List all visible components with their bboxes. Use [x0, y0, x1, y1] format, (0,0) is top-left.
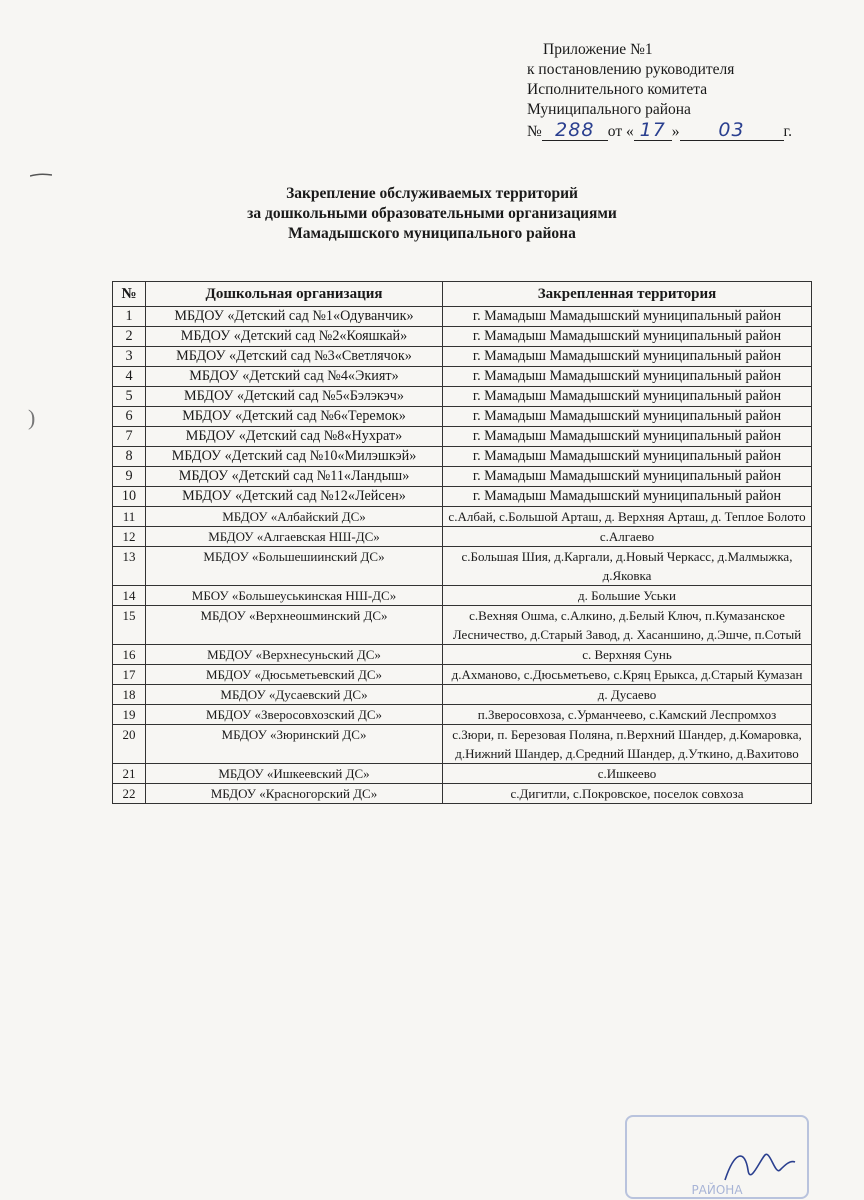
row-organization: МБДОУ «Детский сад №2«Кояшкай» — [146, 327, 443, 347]
row-organization: МБДОУ «Детский сад №10«Милэшкэй» — [146, 447, 443, 467]
row-territory: д.Ахманово, с.Дюсьметьево, с.Кряц Ерыкса, д.Старый Кумазан — [443, 665, 812, 685]
row-number: 21 — [113, 764, 146, 784]
row-number: 19 — [113, 705, 146, 725]
quote-close: » — [671, 123, 680, 140]
row-territory: г. Мамадыш Мамадышский муниципальный район — [443, 307, 812, 327]
table-row — [113, 645, 812, 665]
row-organization: МБДОУ «Большешиинский ДС» — [146, 547, 443, 586]
row-territory: с.Зюри, п. Березовая Поляна, п.Верхний Шандер, д.Комаровка, д.Нижний Шандер, д.Средний Шандер, д.Уткино, д.Вахитово — [443, 725, 812, 764]
appendix-line-3: Исполнительного комитета — [527, 81, 708, 98]
table-body — [113, 307, 812, 804]
row-number: 4 — [113, 367, 146, 387]
row-number: 3 — [113, 347, 146, 367]
table-row — [113, 586, 812, 606]
row-organization: МБДОУ «Детский сад №8«Нухрат» — [146, 427, 443, 447]
territory-table — [112, 281, 812, 804]
from-label: от « — [607, 123, 634, 140]
row-territory: г. Мамадыш Мамадышский муниципальный район — [443, 367, 812, 387]
table-row — [113, 387, 812, 407]
appendix-line-2: к постановлению руководителя — [527, 61, 735, 78]
title-line-2: за дошкольными образовательными организациями — [247, 205, 617, 222]
row-number: 10 — [113, 487, 146, 507]
table-row — [113, 527, 812, 547]
row-number: 20 — [113, 725, 146, 764]
document-title — [0, 184, 864, 244]
row-territory: с.Дигитли, с.Покровское, поселок совхоза — [443, 784, 812, 804]
table-row — [113, 547, 812, 586]
row-territory: д. Дусаево — [443, 685, 812, 705]
signature-icon — [720, 1140, 800, 1190]
row-organization: МБДОУ «Дюсьметьевский ДС» — [146, 665, 443, 685]
row-number: 5 — [113, 387, 146, 407]
row-territory: с.Ишкеево — [443, 764, 812, 784]
row-number: 18 — [113, 685, 146, 705]
table-row — [113, 665, 812, 685]
appendix-block — [527, 40, 792, 142]
row-territory: г. Мамадыш Мамадышский муниципальный район — [443, 407, 812, 427]
row-number: 16 — [113, 645, 146, 665]
row-organization: МБДОУ «Албайский ДС» — [146, 507, 443, 527]
scan-bracket-icon: ) — [28, 405, 36, 430]
table-row — [113, 725, 812, 764]
appendix-line-1: Приложение №1 — [543, 41, 653, 58]
row-organization: МБДОУ «Алгаевская НШ-ДС» — [146, 527, 443, 547]
table-row — [113, 685, 812, 705]
row-organization: МБДОУ «Детский сад №11«Ландыш» — [146, 467, 443, 487]
row-organization: МБДОУ «Ишкеевский ДС» — [146, 764, 443, 784]
row-number: 8 — [113, 447, 146, 467]
row-territory: с.Алгаево — [443, 527, 812, 547]
row-number: 6 — [113, 407, 146, 427]
table-row — [113, 367, 812, 387]
table-row — [113, 705, 812, 725]
table-header-row — [113, 282, 812, 307]
row-territory: г. Мамадыш Мамадышский муниципальный район — [443, 447, 812, 467]
row-organization: МБДОУ «Верхнесуньский ДС» — [146, 645, 443, 665]
row-organization: МБДОУ «Детский сад №5«Бэлэкэч» — [146, 387, 443, 407]
stamp-text: РАЙОНА — [691, 1183, 743, 1197]
table-row — [113, 347, 812, 367]
table-row — [113, 307, 812, 327]
row-territory: д. Большие Уськи — [443, 586, 812, 606]
row-number: 7 — [113, 427, 146, 447]
row-territory: г. Мамадыш Мамадышский муниципальный район — [443, 487, 812, 507]
row-organization: МБДОУ «Детский сад №4«Экият» — [146, 367, 443, 387]
handwritten-number: 288 — [542, 120, 608, 141]
row-territory: г. Мамадыш Мамадышский муниципальный район — [443, 427, 812, 447]
row-organization: МБДОУ «Зюринский ДС» — [146, 725, 443, 764]
row-number: 15 — [113, 606, 146, 645]
row-organization: МБДОУ «Детский сад №1«Одуванчик» — [146, 307, 443, 327]
row-territory: с. Верхняя Сунь — [443, 645, 812, 665]
row-number: 2 — [113, 327, 146, 347]
row-number: 1 — [113, 307, 146, 327]
table-row — [113, 427, 812, 447]
row-number: 14 — [113, 586, 146, 606]
header-number: № — [113, 282, 146, 307]
row-territory: г. Мамадыш Мамадышский муниципальный район — [443, 387, 812, 407]
table-row — [113, 764, 812, 784]
row-organization: МБДОУ «Зверосовхозский ДС» — [146, 705, 443, 725]
table-row — [113, 507, 812, 527]
table-row — [113, 467, 812, 487]
table-row — [113, 407, 812, 427]
row-number: 9 — [113, 467, 146, 487]
row-number: 11 — [113, 507, 146, 527]
row-organization: МБДОУ «Детский сад №12«Лейсен» — [146, 487, 443, 507]
title-line-1: Закрепление обслуживаемых территорий — [286, 185, 578, 202]
handwritten-day: 17 — [634, 120, 672, 141]
row-territory: г. Мамадыш Мамадышский муниципальный район — [443, 467, 812, 487]
table-row — [113, 447, 812, 467]
header-organization: Дошкольная организация — [146, 282, 443, 307]
title-line-3: Мамадышского муниципального района — [288, 225, 576, 242]
number-prefix: № — [527, 123, 542, 140]
row-organization: МБДОУ «Детский сад №6«Теремок» — [146, 407, 443, 427]
table-row — [113, 487, 812, 507]
header-territory: Закрепленная территория — [443, 282, 812, 307]
year-suffix: г. — [783, 123, 792, 140]
appendix-line-4: Муниципального района — [527, 101, 691, 118]
row-number: 12 — [113, 527, 146, 547]
row-organization: МБОУ «Большеуськинская НШ-ДС» — [146, 586, 443, 606]
table-row — [113, 606, 812, 645]
row-organization: МБДОУ «Красногорский ДС» — [146, 784, 443, 804]
handwritten-month: 03 — [680, 120, 784, 141]
row-territory: г. Мамадыш Мамадышский муниципальный район — [443, 347, 812, 367]
row-territory: с.Вехняя Ошма, с.Алкино, д.Белый Ключ, п.Кумазанское Лесничество, д.Старый Завод, д. Хасаншино, д.Эшче, п.Сотый — [443, 606, 812, 645]
scan-mark-icon — [30, 173, 52, 177]
row-number: 17 — [113, 665, 146, 685]
row-territory: г. Мамадыш Мамадышский муниципальный район — [443, 327, 812, 347]
row-organization: МБДОУ «Верхнеошминский ДС» — [146, 606, 443, 645]
appendix-date-line — [527, 120, 792, 142]
row-organization: МБДОУ «Дусаевский ДС» — [146, 685, 443, 705]
table-row — [113, 327, 812, 347]
row-territory: с.Албай, с.Большой Арташ, д. Верхняя Арташ, д. Теплое Болото — [443, 507, 812, 527]
row-organization: МБДОУ «Детский сад №3«Светлячок» — [146, 347, 443, 367]
row-number: 22 — [113, 784, 146, 804]
row-territory: с.Большая Шия, д.Каргали, д.Новый Черкасс, д.Малмыжка, д.Яковка — [443, 547, 812, 586]
row-number: 13 — [113, 547, 146, 586]
row-territory: п.Зверосовхоза, с.Урманчеево, с.Камский Леспромхоз — [443, 705, 812, 725]
table-row — [113, 784, 812, 804]
